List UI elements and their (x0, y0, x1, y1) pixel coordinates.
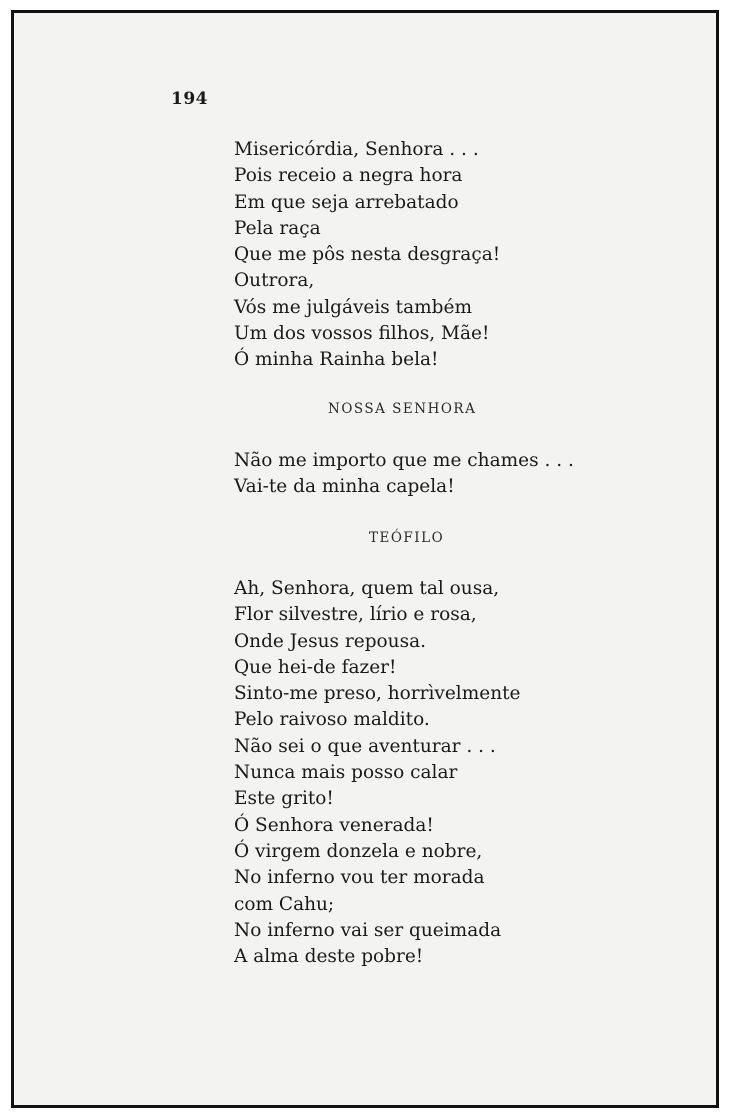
stanza (234, 137, 500, 374)
verse-line: No inferno vai ser queimada (234, 919, 502, 941)
verse-line: Misericórdia, Senhora . . . (234, 139, 479, 160)
page-number: 194 (171, 89, 208, 109)
verse-line: Pela raça (234, 217, 321, 239)
book-page (11, 10, 719, 1108)
verse-line: Vai-te da minha capela! (234, 476, 455, 498)
verse-line: Que me pôs nesta desgraça! (234, 244, 501, 266)
verse-line: Que hei-de fazer! (234, 656, 397, 678)
verse-line: Não sei o que aventurar . . . (234, 735, 496, 757)
verse-line: Ó virgem donzela e nobre, (234, 840, 483, 862)
verse-line: Pelo raivoso maldito. (234, 709, 430, 731)
verse-line: Nunca mais posso calar (234, 762, 458, 784)
verse-line: Vós me julgáveis também (234, 296, 473, 318)
verse-line: No inferno vou ter morada (234, 867, 485, 889)
verse-line: A alma deste pobre! (234, 946, 424, 968)
verse-line: Flor silvestre, lírio e rosa, (234, 604, 477, 626)
speaker-name: TEÓFILO (369, 530, 445, 546)
verse-line: Um dos vossos filhos, Mãe! (234, 323, 490, 345)
verse-line: com Cahu; (234, 893, 335, 915)
stanza (234, 448, 574, 501)
verse-line: Onde Jesus repousa. (234, 630, 426, 652)
verse-line: Não me importo que me chames . . . (234, 450, 574, 471)
stanza (234, 576, 521, 970)
verse-line: Em que seja arrebatado (234, 191, 459, 213)
speaker-name: NOSSA SENHORA (328, 401, 477, 417)
verse-line: Ó minha Rainha bela! (234, 349, 439, 371)
verse-line: Ó Senhora venerada! (234, 814, 434, 836)
verse-line: Este grito! (234, 788, 334, 810)
verse-line: Ah, Senhora, quem tal ousa, (234, 578, 500, 599)
verse-line: Outrora, (234, 270, 315, 292)
verse-line: Pois receio a negra hora (234, 165, 463, 187)
verse-line: Sinto-me preso, horrìvelmente (234, 683, 521, 705)
